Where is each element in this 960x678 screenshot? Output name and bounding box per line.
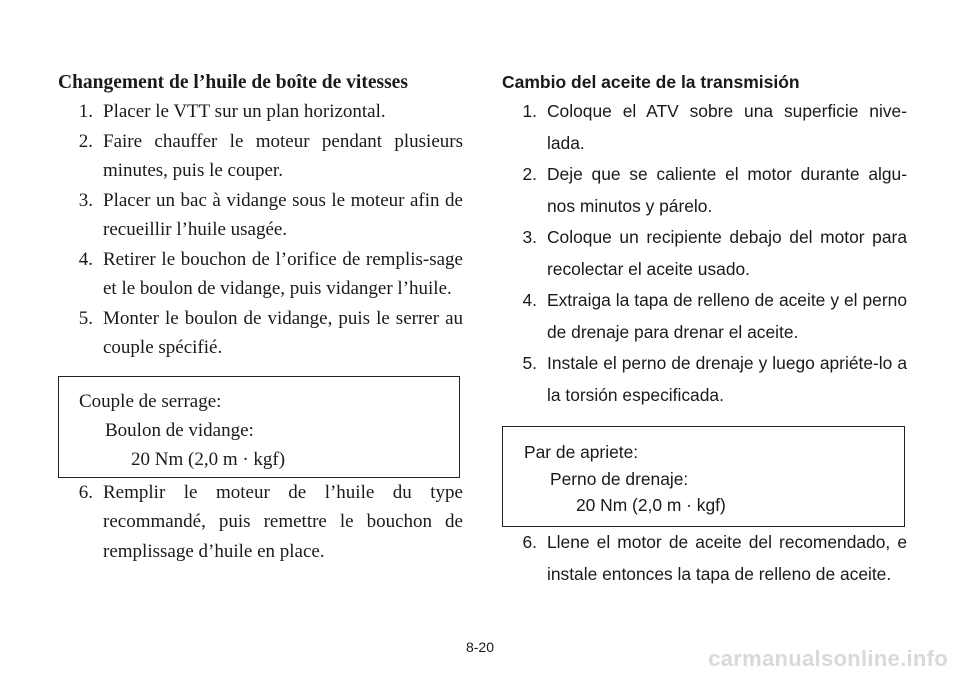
step-number: 5. xyxy=(522,353,537,373)
french-step-5 xyxy=(58,304,463,363)
french-torque-spec-box xyxy=(58,376,460,478)
spec-title: Couple de serrage: xyxy=(79,390,222,412)
french-heading: Changement de l’huile de boîte de vitesses xyxy=(58,72,408,93)
spanish-step-2 xyxy=(502,159,907,222)
step-text: Coloque el ATV sobre una superficie nive-lada. xyxy=(547,101,907,153)
spanish-step-1 xyxy=(502,96,907,159)
spanish-step-4 xyxy=(502,285,907,348)
step-number: 6. xyxy=(78,481,93,503)
french-step-3 xyxy=(58,186,463,245)
french-step-2 xyxy=(58,127,463,186)
spanish-step-5 xyxy=(502,348,907,411)
step-number: 2. xyxy=(78,130,93,152)
step-text: Instale el perno de drenaje y luego apriéte-lo a la torsión especificada. xyxy=(547,353,907,405)
spec-value: 20 Nm (2,0 m · kgf) xyxy=(576,495,726,515)
step-text: Llene el motor de aceite del recomendado, e instale entonces la tapa de relleno de aceite. xyxy=(547,532,907,584)
step-number: 1. xyxy=(78,101,93,122)
step-number: 5. xyxy=(78,307,93,329)
spanish-final-step-list xyxy=(502,527,907,590)
watermark: carmanualsonline.info xyxy=(708,646,948,671)
step-number: 6. xyxy=(522,532,537,552)
spanish-heading: Cambio del aceite de la transmisión xyxy=(502,72,800,92)
french-column xyxy=(58,72,463,566)
french-step-6 xyxy=(58,478,463,567)
step-text: Extraiga la tapa de relleno de aceite y el perno de drenaje para drenar el aceite. xyxy=(547,290,907,342)
french-step-4 xyxy=(58,245,463,304)
step-number: 4. xyxy=(522,290,537,310)
step-text: Faire chauffer le moteur pendant plusieurs minutes, puis le couper. xyxy=(103,130,463,181)
step-text: Retirer le bouchon de l’orifice de remplis-sage et le boulon de vidange, puis vidanger l’huile. xyxy=(103,248,463,299)
step-text: Placer un bac à vidange sous le moteur afin de recueillir l’huile usagée. xyxy=(103,189,463,240)
french-step-1 xyxy=(58,97,463,127)
french-steps-list xyxy=(58,97,463,363)
step-number: 3. xyxy=(78,189,93,211)
step-text: Coloque un recipiente debajo del motor para recolectar el aceite usado. xyxy=(547,227,907,279)
step-number: 1. xyxy=(522,101,537,121)
spanish-column xyxy=(502,72,907,590)
french-final-step-list xyxy=(58,478,463,567)
page-number: 8-20 xyxy=(465,639,495,655)
spanish-torque-spec-box xyxy=(502,426,905,527)
spec-title: Par de apriete: xyxy=(524,442,639,462)
spanish-step-3 xyxy=(502,222,907,285)
spanish-step-6 xyxy=(502,527,907,590)
step-number: 2. xyxy=(522,164,537,184)
step-number: 3. xyxy=(522,227,537,247)
spec-item: Boulon de vidange: xyxy=(105,419,254,441)
step-text: Deje que se caliente el motor durante algu-nos minutos y párelo. xyxy=(547,164,907,216)
spec-item: Perno de drenaje: xyxy=(550,468,689,489)
step-text: Placer le VTT sur un plan horizontal. xyxy=(103,101,386,122)
step-number: 4. xyxy=(78,248,93,270)
step-text: Monter le boulon de vidange, puis le serrer au couple spécifié. xyxy=(103,307,463,358)
spanish-steps-list xyxy=(502,96,907,411)
step-text: Remplir le moteur de l’huile du type recommandé, puis remettre le bouchon de remplissage d’huile en place. xyxy=(103,481,463,562)
spec-value: 20 Nm (2,0 m · kgf) xyxy=(131,448,286,470)
